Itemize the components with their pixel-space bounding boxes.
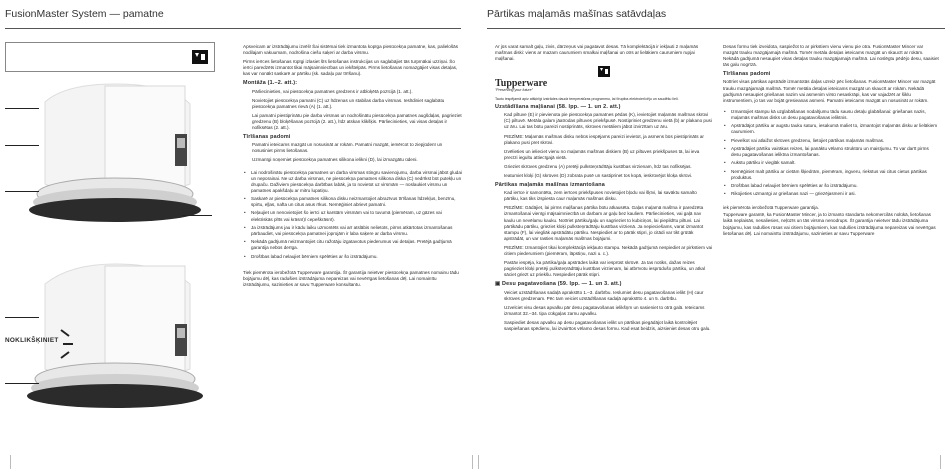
step-text: Pārliecinieties, vai piesūcekņa pamatnes gredzens ir atbloķētā pozīcijā (1. att.). (252, 88, 413, 94)
step-text: Izvēlieties un ielieciet vienu no maļamās mašīnas diskiem (B) uz piltuves priekšpuses tā, lai ieva precīzi iegultu attiecīgajā vietā. (504, 148, 700, 160)
lock-icon: ▣ (495, 281, 502, 288)
list-item: • Lai nodrošinātu piesūcekņa pamatnes un darba virsmas stingru savienojumu, darba virsmai jābūt gludai un neporainai. Ne uz darba virsmas, ne piesūcekņa pamatnes silikona diska (C) nedrīkst būt putekļu un drupaču. Daživiem piesūcekņa darbības labāk, ja to novietot uz virsmām — noslaukiet virsmu un pamatnes apakšdaļu ar mitru lupatiņu. (243, 170, 463, 194)
brand-tagline: "Preserving your future" (495, 88, 533, 93)
intro-paragraph: Desas formu tiek izveidota, saspiežot to ar pirkstiem vienu vienu pie otra. FusionMaster Mincer var mazgāt trauku mazgājamajā mašīnā. Tomēr metāla detaļas ieteicams mazgāt un skaucīt ar rokām. Nekādā gadījumā nesaupiet visas detaļas trauku mazgājamajā mašīnā. Lai noslēgtu pēdējo desu, saaisiet tās galu nogrīzā. (723, 44, 939, 68)
list-item: • Ja izstrādājums jau ir kādu laiku uzmontēts vai arī atslābis nelietots, pirms atkārtotas izmantošanas pārbaudiet, vai piesūcekņa pamatnei joprojām ir laba saķere ar darba virsmu. (243, 225, 463, 237)
section-heading: Pārtikas maļamās mašīnas izmantošana (495, 182, 605, 189)
step-text: PIEZĪME: Maļamās mašīnas disku nebūs iespējams pareizi ievietot, ja asmens būs piestiprināts ar plakano pusi pret skrūvi. (504, 133, 704, 145)
warranty-paragraph: Tupperware garantē, ka FusionMaster Mincer, ja to izmanto standarta nekomercilās nolūkā, lietošanas laikā neplaisās, nesaliesies, neļūzīs un tās virsma nenodrups. Šī garantija neietver tādu izstrādājuma bojājumu, kas radušies rūsas vai citiem bojājumiem, kas radušies izstrādājuma nepareizas vai nevērīgas lietošanas dēļ. Lai nomainītu izstrādājumu, sazinieties ar savu Tupperware (723, 212, 936, 236)
step-text: Veiciet uzstādīšanas sadaļā aprakstīto 1.–3. darbību. Ieslumiet desu pagatavošanas ielikt (H) caur skrūves gredzenam. Pēc tam veiciet uzstādīšanas sadaļā aprakstīto 4. un 5. darbību. (504, 289, 704, 301)
section-heading-text: Desu pagatavošana (59. lpp. — 1. un 3. att.) (502, 281, 622, 288)
section-heading: Montāža (1.–2. att.): (243, 80, 298, 87)
crop-mark (940, 455, 941, 469)
section-heading: Tīrīšanas padomi (723, 71, 771, 78)
callout-line (5, 108, 39, 109)
intro-paragraph: Pirms ierīces lietošanas rūpīgi izlasiet šīs lietošanas instrukcijas un saglabājiet tās turpmākai uzziņai. Šo ierīci paredzēts izmantot tikai mājsaimniecības un iekštelpās. Pirms lietošanas nomazgājiet visas detaļas, kas var nonākt saskarē ar pārtiku (sk. sadaļu par tīrīšanu). (243, 59, 458, 77)
section-heading (495, 281, 713, 287)
list-item: • Aukstu pārtiku ir vieglāk samalt. (723, 160, 939, 166)
tupperware-logo-icon (192, 50, 208, 64)
callout-line (5, 191, 39, 192)
callout-line (182, 215, 212, 216)
callout-line (5, 317, 39, 318)
step-text: Grieziet skrūves gredzenu (A) pretēji pulksteņrādītāju kustības virzienam, līdz tas nofiksējas. (504, 163, 692, 169)
warranty-heading: iek piemērota ierobežotā Tupperware garantija. (723, 205, 820, 211)
step-text: Novietojiet piesūcekņa pamatni (C) uz līdzenas un stabilas darba virsmas. Ieslīdiniet saglabātu piesūcekņa pamatnes rievā (A) (1. att.). (252, 97, 445, 109)
tip-text: Notīriet visas pārtikas apstrādē izmantotās daļas uzreiz pēc lietošanas. FusionMaster Mincer var mazgāt trauku mazgājamajā mašīnā. Tomēr metāla detaļas ieteicams mazgāt un skaucīt ar rokām. Nekādā gadījumā nesaupiet griešanas nazim vai asmenim virsū nesaskrāpi, kas var vajadzēt ar šiklu instrumentiem, jo tas var bojāt gresieanas asmeni. Pamatni ieteicams mazgāt un nosusināt ar rokām. (723, 79, 936, 103)
click-callout-label: NOKLIKŠĶINIET (5, 337, 59, 344)
step-text: Kad ierīce ir samontēta, zem ierīces priekšpuses novietojiet bļodu vai šķīvi, lai savāktu samalto pārtiku, kas tiks izspiesta caur maļamās mašīnas disku. (504, 190, 697, 202)
list-item: • Neļaujiet un nenovietojiet šo ierīci uz karstām virsmām vai to tuvumā (piemēram, uz gāzes vai elektriskās plīts vai krāsnī)/ cepeškrāsnī). (243, 210, 463, 222)
page-header: FusionMaster System — pamatne (5, 8, 164, 20)
list-item: • Saskarē ar piesūcekņa pamatnes silikona disku neizmantojiet abrazīvus tīrīšanas līdzekļus, benzīnu, spirtu, eļļas, nafta un citus asus rīkus. Nemēģiniet abrievt pamatni. (243, 196, 463, 208)
text-column (495, 44, 713, 335)
step-text: PIEZĪME: Izmantojiet tikai komplektācijā iekļauto stampu. Nekādā gadījumā nespiediet ar pirkstiem vai citiem piederumiem (piemēram, lāpstiņu, nazi u. c.). (504, 244, 713, 257)
step-text: Pastāv iespēja, ka pārtika/gaļa apstrādes laikā var iesprūst skrūvē. Ja tas notiks, dažas reizes pagrieziet kloķi pretēji pulksteņrādītāju kustības virzienam, lai atbrīvotu iesprūdušo pārtiku, un atkal sāciet griezt uz priekšu. Nespiediet pārāk stipri. (504, 260, 705, 278)
callout-line (5, 145, 39, 146)
list-item: • Nekādā gadījumā neizmantojiet citu ražotāju izgatavotus piederumus vai detaļas. Pretējā gadījumā garantija nebūs derīga. (243, 239, 463, 251)
step-text: PIEZĪME: Gādājiet, lai pirms maļšanas pārtika būtu atkausēta. Gaļas maļamā mašīna ir paredzēta izmantošanai vienīgi mājsaimniecībā un darbam ar gaļu bez kauliem. Pārliecinieties, vai gaļā nav kaulu un nevēlamu kauku. Notīriet pārtiku/gaļu un sagrieziet to kubiciņos, lai piepildītu piltuvi. Lai pārtikādu pārtiku, grieziet kloķi pulksteņrādītāju kustības virzienā. Ja nepieciešams, varat izmantot stampu (F), lai viegliāk apstrādātu pārtiku. Nespiediet ar to pārāk stipri, jo citādi var tikt grūtāk apstrādāt, un var rasties maļamās mašīnas bojājumi. (504, 205, 704, 241)
callout-line (5, 383, 39, 384)
list-item: • Izmantojiet stampu kā uzglabāšanas nodalījumu tādu sausu detaļu glabāšanai: griešanas nazis, maļamās mašīnas disks un desu pagatavošanas ieliktnis. (723, 109, 939, 121)
section-heading: Tīrīšanas padomi (243, 134, 291, 141)
safety-list (243, 170, 463, 260)
list-item: • Rikojieties uzmanīgi ar griešanas nazi — griezējasmeni ir asi. (723, 191, 939, 197)
step-text: Kad piltuve (E) ir pievienota pie piesūcekņa pamatnes pēdas (K), ievietojiet maļamās mašīnas skrūvi (C) piltuvē. Metāla galam jāatrodas piltuves priekšpusē. Nostipriniet gredzenu vietā (b) ar plakano pusi uz āru. Lai tas būtu pareizi nostiprināts, skrūves metāliem jābūt izvirzītam uz āru. (504, 112, 712, 130)
list-item: • Drošības labad nelaujiet bērniem spēlēties ar šo izstrādājumu. (243, 254, 463, 260)
list-item: • Apstrādājiet pārtiku vairākas reizes, lai panāktu vēlamo struktūru un maisījumu. To var darīt pirms desu pagatavošanas ieliktna izmantošanas. (723, 146, 939, 158)
list-item: • Drošības labad nelaujiet bērniem spēlēties ar šo izstrādājumu. (723, 183, 939, 189)
intro-paragraph: Apsveicam ar izstrādājumu izvēli! Šai sistēmai tiek izmantota kopīga piesūcekņa pamatne, kas, palielošās nodilajam vakuumam, nodrošina ciešu saķeri ar darba virsmu. (243, 44, 458, 56)
list-item: • Pievelkot vai atlaižot skrūves gredzenu, lietojiet pārtikas maļamās mašīnas. (723, 138, 939, 144)
crop-mark (10, 455, 11, 469)
section-heading: Uzstādīšana maļšanai (58. lpp. — 1. un 2. att.) (495, 104, 621, 111)
text-column (243, 44, 463, 291)
tupperware-logo-icon (598, 66, 610, 77)
tip-text: Pamatni ieteicams mazgāt un nosusināt ar rokām. Pamatni mazgāt, iemērcot to ziepjūdenī un nosusiniet pirms lietošanas. (252, 142, 443, 154)
tip-text: Uzmanīgi noņemiet piesūcekņa pamatnes silikona ielikni (D), lai izmazgātu ūdeni. (252, 157, 418, 163)
intro-paragraph: Ar jūs varat samalt gaļu, zivis, dārzeņus vai pagatavot desas. Tā komplektācijā ir iekļauti 2 maļamās mašīnas diski: viens ar mazam caurumiem smalkai maļšanai un otrs ar lielākiem caurumiem rupjai maļšanai. (495, 44, 699, 62)
page-header: Pārtikas maļamās mašīnas satāvdaļas (487, 8, 667, 20)
right-page (475, 0, 950, 475)
logo-box (5, 42, 215, 72)
step-text: Lai pamatni piestiprinātu pie darba virsmas un nodrošinātu piesūcekņa pamatnes augšdaļas, pagrieziet gredzenu (B) bloķēšanas pozīcijā (2. att.), līdz atskan klikšķis. Pārliecinieties, vai visas detaļas ir nofiksētas (2. att.). (252, 112, 462, 131)
crop-mark (472, 455, 473, 469)
list-item: • Apstrādājot pārtiku ar augstu tauku saturu, iesakumā maliet to, izmantojot maļamās disku ar lielākiem caurumiem. (723, 123, 939, 135)
tips-list (723, 109, 939, 197)
step-text: Uzvelciet visu desas apvalku pār desu pagatavošanas ielikšņm un sasieniet to otrā galā. Ieteicams izmantot 32.–34. tipa cūkgaļas zarnu apvalku. (504, 304, 705, 316)
product-illustration (5, 74, 220, 469)
step-text: Saspiediet desas apvalku ap desu pagatavošanas ielikt un pārtikas piegādājot laikā kontrolējiet saspiešanas spēdienu, lai izvairītos vēlamo desas formu. Kad esat beidzis, aizsieniet desas otru galu. (504, 319, 711, 331)
header-divider (5, 28, 461, 29)
header-divider (487, 28, 945, 29)
brand-logo: Tupperware (495, 78, 548, 90)
text-column (723, 44, 939, 240)
brand-note: Tautu iespējamā apiz atšķirīgi izstrādes daudz temperatūras programmu, lai tīrupiba elektroierīcēju un saudēšu lieli. (495, 96, 679, 101)
crop-mark (478, 455, 479, 469)
list-item: • Nemēģiniet malt pārtiku ar cietām šķiedrām, piemēram, ingveru, riekstus vai citus cietus pārtikas produktus. (723, 169, 939, 181)
warranty-paragraph: Tiek piemērota ierobežotā Tupperware garantija. Šī garantija neietver piesūcekņa pamatnes nomainu tādu bojājumu dēļ, kas radušies izstrādājuma nepareizas vai nevērīgas lietošanas dēļ. Lai nomainītu izstrādājumu, sazinieties ar savu Tupperware konsultantu. (243, 269, 459, 287)
step-text: Ieatumiet kloķi (G) skrūves (D) zobrata pusē un sastiprinet tos kopā, ieskrūvējot kloķa skrūvi. (504, 173, 693, 178)
